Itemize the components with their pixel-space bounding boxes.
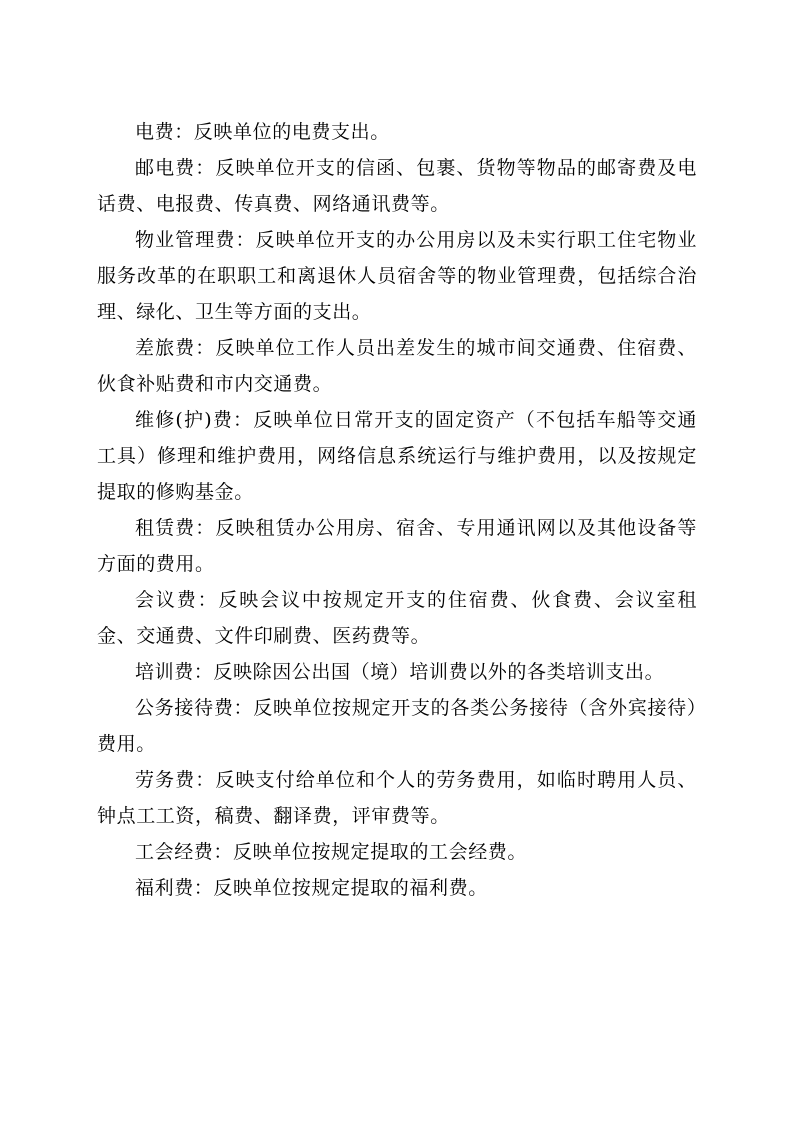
paragraph-welfare-fee: 福利费：反映单位按规定提取的福利费。 [135, 877, 488, 899]
paragraph-electricity-fee: 电费：反映单位的电费支出。 [135, 121, 390, 143]
paragraph-postal-telecom-fee: 邮电费：反映单位开支的信函、包裹、货物等物品的邮寄费及电话费、电报费、传真费、网络通讯费等。 [97, 157, 697, 215]
document-body [97, 114, 697, 906]
paragraph-travel-expense: 差旅费：反映单位工作人员出差发生的城市间交通费、住宿费、伙食补贴费和市内交通费。 [97, 337, 697, 395]
paragraph-union-fee: 工会经费：反映单位按规定提取的工会经费。 [135, 841, 528, 863]
paragraph-property-management-fee: 物业管理费：反映单位开支的办公用房以及未实行职工住宅物业服务改革的在职职工和离退休人员宿舍等的物业管理费，包括综合治理、绿化、卫生等方面的支出。 [97, 229, 697, 323]
paragraph-labor-service-fee: 劳务费：反映支付给单位和个人的劳务费用，如临时聘用人员、钟点工工资，稿费、翻译费，评审费等。 [97, 769, 697, 827]
paragraph-training-fee: 培训费：反映除因公出国（境）培训费以外的各类培训支出。 [135, 661, 665, 683]
paragraph-rental-fee: 租赁费：反映租赁办公用房、宿舍、专用通讯网以及其他设备等方面的费用。 [97, 517, 697, 575]
paragraph-official-reception-fee: 公务接待费：反映单位按规定开支的各类公务接待（含外宾接待）费用。 [97, 697, 697, 755]
paragraph-meeting-fee: 会议费：反映会议中按规定开支的住宿费、伙食费、会议室租金、交通费、文件印刷费、医药费等。 [97, 589, 697, 647]
paragraph-maintenance-fee: 维修(护)费：反映单位日常开支的固定资产（不包括车船等交通工具）修理和维护费用，网络信息系统运行与维护费用，以及按规定提取的修购基金。 [97, 409, 697, 503]
